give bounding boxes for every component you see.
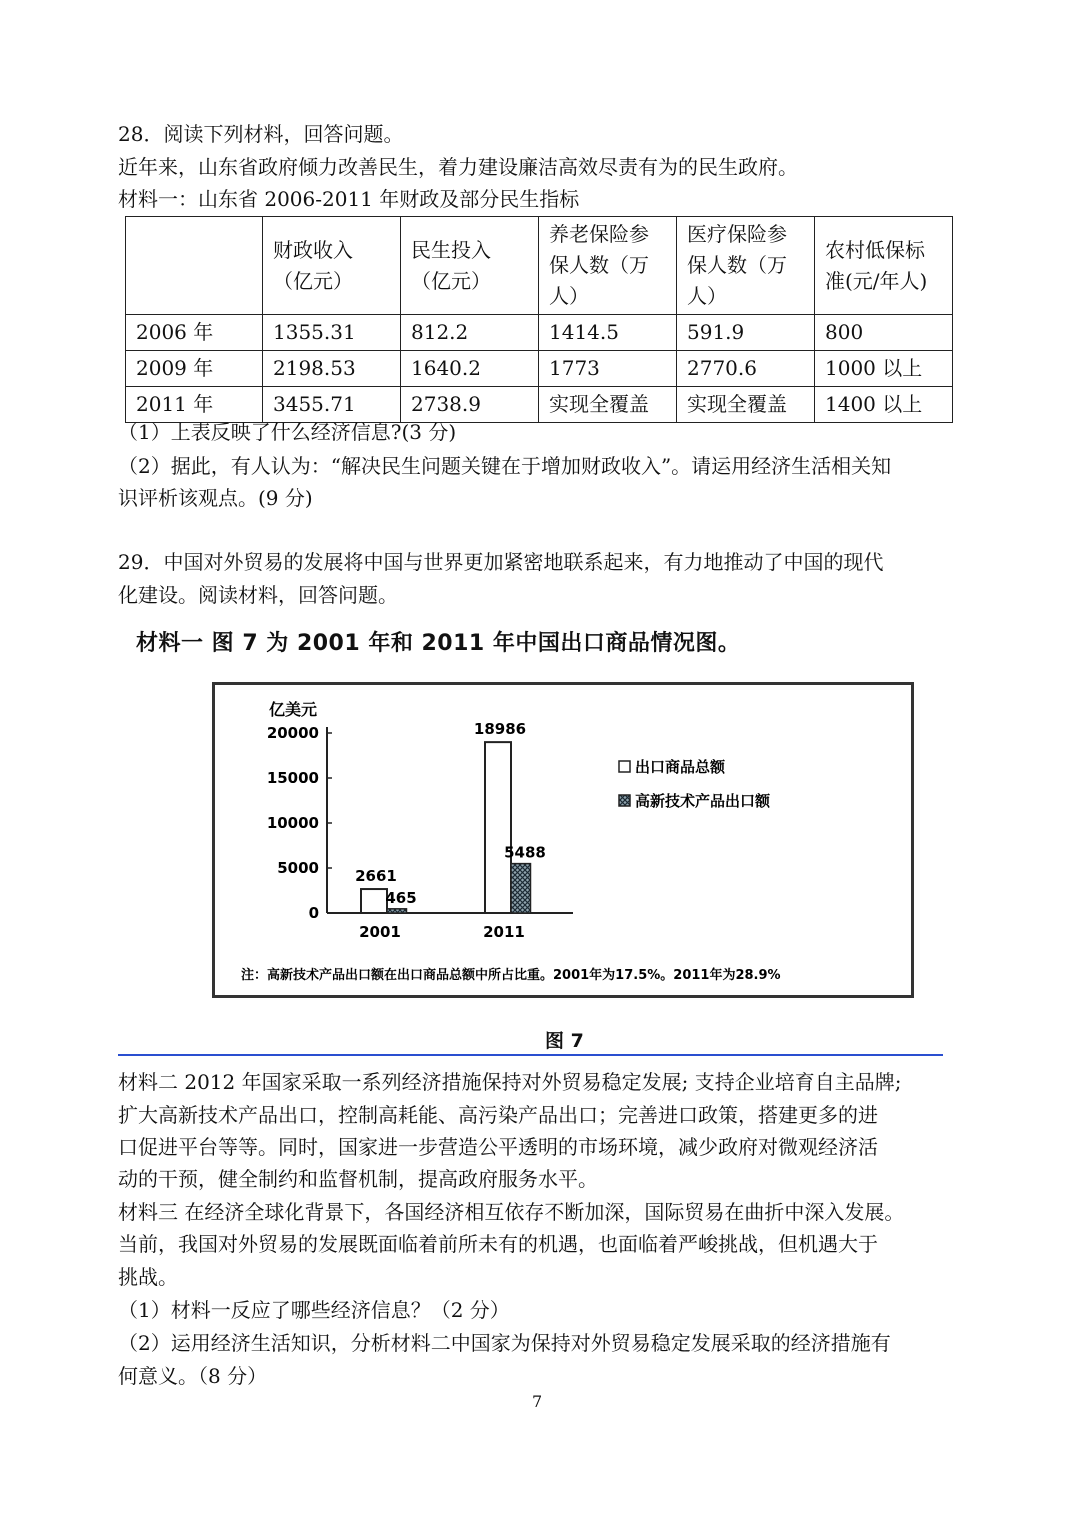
header-rural-allowance: 农村低保标 准(元/年人) xyxy=(825,237,928,293)
table-cell: 2198.53 xyxy=(263,351,401,387)
table-cell: 1414.5 xyxy=(539,315,677,351)
table-header-cell xyxy=(401,217,539,315)
y-tick-label: 5000 xyxy=(277,859,319,877)
legend-swatch-hitech-exports xyxy=(619,795,630,806)
table-header-row xyxy=(126,217,953,315)
y-tick-label: 0 xyxy=(308,904,319,922)
q29-subquestion-2-line1: （2）运用经济生活知识，分析材料二中国家为保持对外贸易稳定发展采取的经济措施有 xyxy=(118,1331,891,1355)
bar-hitech-exports xyxy=(511,864,531,913)
q29-subquestion-2-line2: 何意义。（8 分） xyxy=(118,1364,268,1388)
table-cell: 1773 xyxy=(539,351,677,387)
table-cell: 1355.31 xyxy=(263,315,401,351)
q29-material3-line2: 当前，我国对外贸易的发展既面临着前所未有的机遇，也面临着严峻挑战，但机遇大于 xyxy=(118,1232,878,1256)
table-cell: 812.2 xyxy=(401,315,539,351)
y-axis-label: 亿美元 xyxy=(269,700,318,719)
legend-swatch-total-exports xyxy=(619,761,630,772)
legend-label-total-exports: 出口商品总额 xyxy=(635,758,726,776)
q28-intro: 近年来，山东省政府倾力改善民生，着力建设廉洁高效尽责有为的民生政府。 xyxy=(118,155,798,179)
table-cell: 3455.71 xyxy=(263,387,401,423)
q29-material2-line4: 动的干预，健全制约和监督机制，提高政府服务水平。 xyxy=(118,1167,598,1191)
q29-material3-line1: 材料三 在经济全球化背景下，各国经济相互依存不断加深，国际贸易在曲折中深入发展。 xyxy=(118,1200,905,1224)
table-cell: 2009 年 xyxy=(126,351,263,387)
q29-material2-line1: 材料二 2012 年国家采取一系列经济措施保持对外贸易稳定发展; 支持企业培育自主品牌; xyxy=(118,1070,902,1094)
q28-subquestion-1: （1）上表反映了什么经济信息?(3 分) xyxy=(118,420,457,444)
table-header-cell xyxy=(815,217,953,315)
header-fiscal-revenue: 财政收入 （亿元） xyxy=(273,237,353,293)
table-row xyxy=(126,315,953,351)
table-cell: 2738.9 xyxy=(401,387,539,423)
bar-total-exports xyxy=(361,889,387,913)
chart-note: 注：高新技术产品出口额在出口商品总额中所占比重。2001年为17.5%。2011年为28.9% xyxy=(241,968,781,983)
data-label-hitech-exports: 5488 xyxy=(504,843,546,862)
q29-material3-line3: 挑战。 xyxy=(118,1265,178,1289)
table-header-cell xyxy=(263,217,401,315)
header-livelihood-investment: 民生投入 （亿元） xyxy=(411,237,491,293)
table-row xyxy=(126,351,953,387)
table-cell: 1640.2 xyxy=(401,351,539,387)
table-cell: 591.9 xyxy=(677,315,815,351)
q28-indicator-table xyxy=(125,216,953,423)
q28-subquestion-2-line2: 识评析该观点。(9 分) xyxy=(118,486,313,510)
q29-intro-line1: 29．中国对外贸易的发展将中国与世界更加紧密地联系起来，有力地推动了中国的现代 xyxy=(118,550,884,574)
export-bar-chart xyxy=(215,685,911,995)
x-tick-label: 2001 xyxy=(359,923,401,941)
q29-material2-line2: 扩大高新技术产品出口，控制高耗能、高污染产品出口；完善进口政策，搭建更多的进 xyxy=(118,1103,878,1127)
q29-material2-line3: 口促进平台等等。同时，国家进一步营造公平透明的市场环境，减少政府对微观经济活 xyxy=(118,1135,878,1159)
table-cell: 2770.6 xyxy=(677,351,815,387)
section-divider xyxy=(118,1054,943,1056)
y-tick-label: 20000 xyxy=(266,724,319,742)
table-cell: 800 xyxy=(815,315,953,351)
table-cell: 2006 年 xyxy=(126,315,263,351)
q28-subquestion-2-line1: （2）据此，有人认为：“解决民生问题关键在于增加财政收入”。请运用经济生活相关知 xyxy=(118,454,892,478)
table-header-cell xyxy=(539,217,677,315)
q28-title: 28．阅读下列材料，回答问题。 xyxy=(118,122,404,146)
table-cell: 2011 年 xyxy=(126,387,263,423)
legend-label-hitech-exports: 高新技术产品出口额 xyxy=(635,792,771,810)
figure-caption: 图 7 xyxy=(545,1030,584,1052)
header-pension-insured: 养老保险参 保人数（万 人） xyxy=(549,222,649,308)
q29-subquestion-1: （1）材料一反应了哪些经济信息？（2 分） xyxy=(118,1298,510,1322)
export-chart-frame xyxy=(212,682,914,998)
table-cell: 实现全覆盖 xyxy=(539,387,677,423)
q28-material1-label: 材料一：山东省 2006-2011 年财政及部分民生指标 xyxy=(118,187,580,211)
x-tick-label: 2011 xyxy=(483,923,525,941)
y-tick-label: 15000 xyxy=(266,769,319,787)
data-label-hitech-exports: 465 xyxy=(385,888,417,907)
data-label-total-exports: 2661 xyxy=(355,867,397,886)
table-header-cell xyxy=(677,217,815,315)
y-tick-label: 10000 xyxy=(266,814,319,832)
bar-hitech-exports xyxy=(387,909,407,913)
table-cell: 实现全覆盖 xyxy=(677,387,815,423)
page-number: 7 xyxy=(532,1392,543,1411)
figure-title: 材料一 图 7 为 2001 年和 2011 年中国出口商品情况图。 xyxy=(136,631,741,656)
table-header-cell xyxy=(126,217,263,315)
header-medical-insured: 医疗保险参 保人数（万 人） xyxy=(687,222,787,308)
table-cell: 1400 以上 xyxy=(815,387,953,423)
bar-total-exports xyxy=(485,742,511,913)
data-label-total-exports: 18986 xyxy=(473,720,527,739)
table-cell: 1000 以上 xyxy=(815,351,953,387)
q29-intro-line2: 化建设。阅读材料，回答问题。 xyxy=(118,583,398,607)
